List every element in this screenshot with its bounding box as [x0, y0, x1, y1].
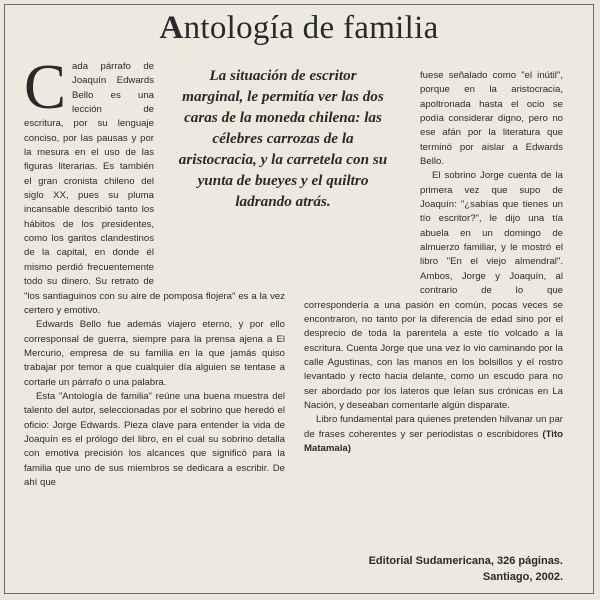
place-year-line: Santiago, 2002. [482, 571, 563, 583]
left-paragraph-3: Esta "Antología de familia" reúne una buena muestra del talento del autor, seleccionadas por el sobrino que heredó el oficio: Jorge Edwards. Pieza clave para entender la vida de Joaquín es el prólogo del libro, en el cual su sobrino detalla con emotiva precisión los alcances que significó para la familia que uno de sus miembros se dedicara a escribir. De ahí que [24, 390, 285, 488]
left-paragraph-2: Edwards Bello fue además viajero eterno, y por ello corresponsal de guerra, siempre para la prensa ajena a El Mercurio, empresa de su familia en la que jamás quiso trabajar por temor a que cualquier día alguien se tentase a cortarle un párrafo o una palabra. [24, 319, 285, 388]
publication-info [305, 553, 563, 585]
closing-paragraph [304, 413, 563, 456]
drop-cap: C [24, 52, 67, 122]
title-initial: A [159, 10, 184, 46]
left-paragraph-1: ada párrafo de Joaquín Edwards Bello es una lección de escritura, por su lenguaje conciso, por las pausas y por la mesura en el uso de las figuras literarias. Es también el gran cronista chileno del siglo XX, pues su pluma incansable describió tanto los hábitos de los presidentes, como los garitos clandestinos de la capital, en donde él mismo perdió frecuentemente todo su dinero. Su retrato de "los santiaguinos con su aire de pomposa flojera" es a la vez certero y emotivo. [24, 61, 285, 316]
article-title [5, 8, 593, 48]
article-clipping [4, 4, 594, 594]
publisher-line: Editorial Sudamericana, 326 páginas. [368, 555, 563, 567]
author-credit: (Tito Matamala) [304, 428, 564, 454]
right-paragraph-1: fuese señalado como "el inútil", porque en la aristocracia, apoltronada hasta el ocio se podía considerar digno, pero no ese afán por la literatura que terminó por aislar a Edwards Bello. [420, 70, 563, 168]
pull-quote: La situación de escritor marginal, le permitía ver las dos caras de la moneda chilena: las célebres carrozas de la aristocracia, y la carretela con su yunta de bueyes y el quiltro ladrando atrás. [178, 67, 388, 210]
right-paragraph-2: El sobrino Jorge cuenta de la primera vez que supo de Joaquín: "¿sabías que tienes un tío escritor?", le dijo una tía abuela en un domingo de almuerzo familiar, y le mostró el libro "En el viejo almendral". Ambos, Jorge y Joaquín, al contrario de lo que correspondería a una pasión en común, pocas veces se encontraron, no tanto por la diferencia de edad sino por el desprecio de toda la parentela a este tío volcado a la escritura. Cuenta Jorge que una vez lo vio caminando por la calle Agustinas, con las manos en los bolsillos y el rostro levantado y recto hacia delante, como un escudo para no ser abordado por los lateros que leían sus crónicas en La Nación, y deseaban comentarle algún disparate. [304, 170, 563, 411]
closing-text: Libro fundamental para quienes pretenden hilvanar un par de frases coherentes y ser periodistas o escribidores [304, 414, 563, 440]
title-rest: ntología de familia [183, 10, 439, 46]
